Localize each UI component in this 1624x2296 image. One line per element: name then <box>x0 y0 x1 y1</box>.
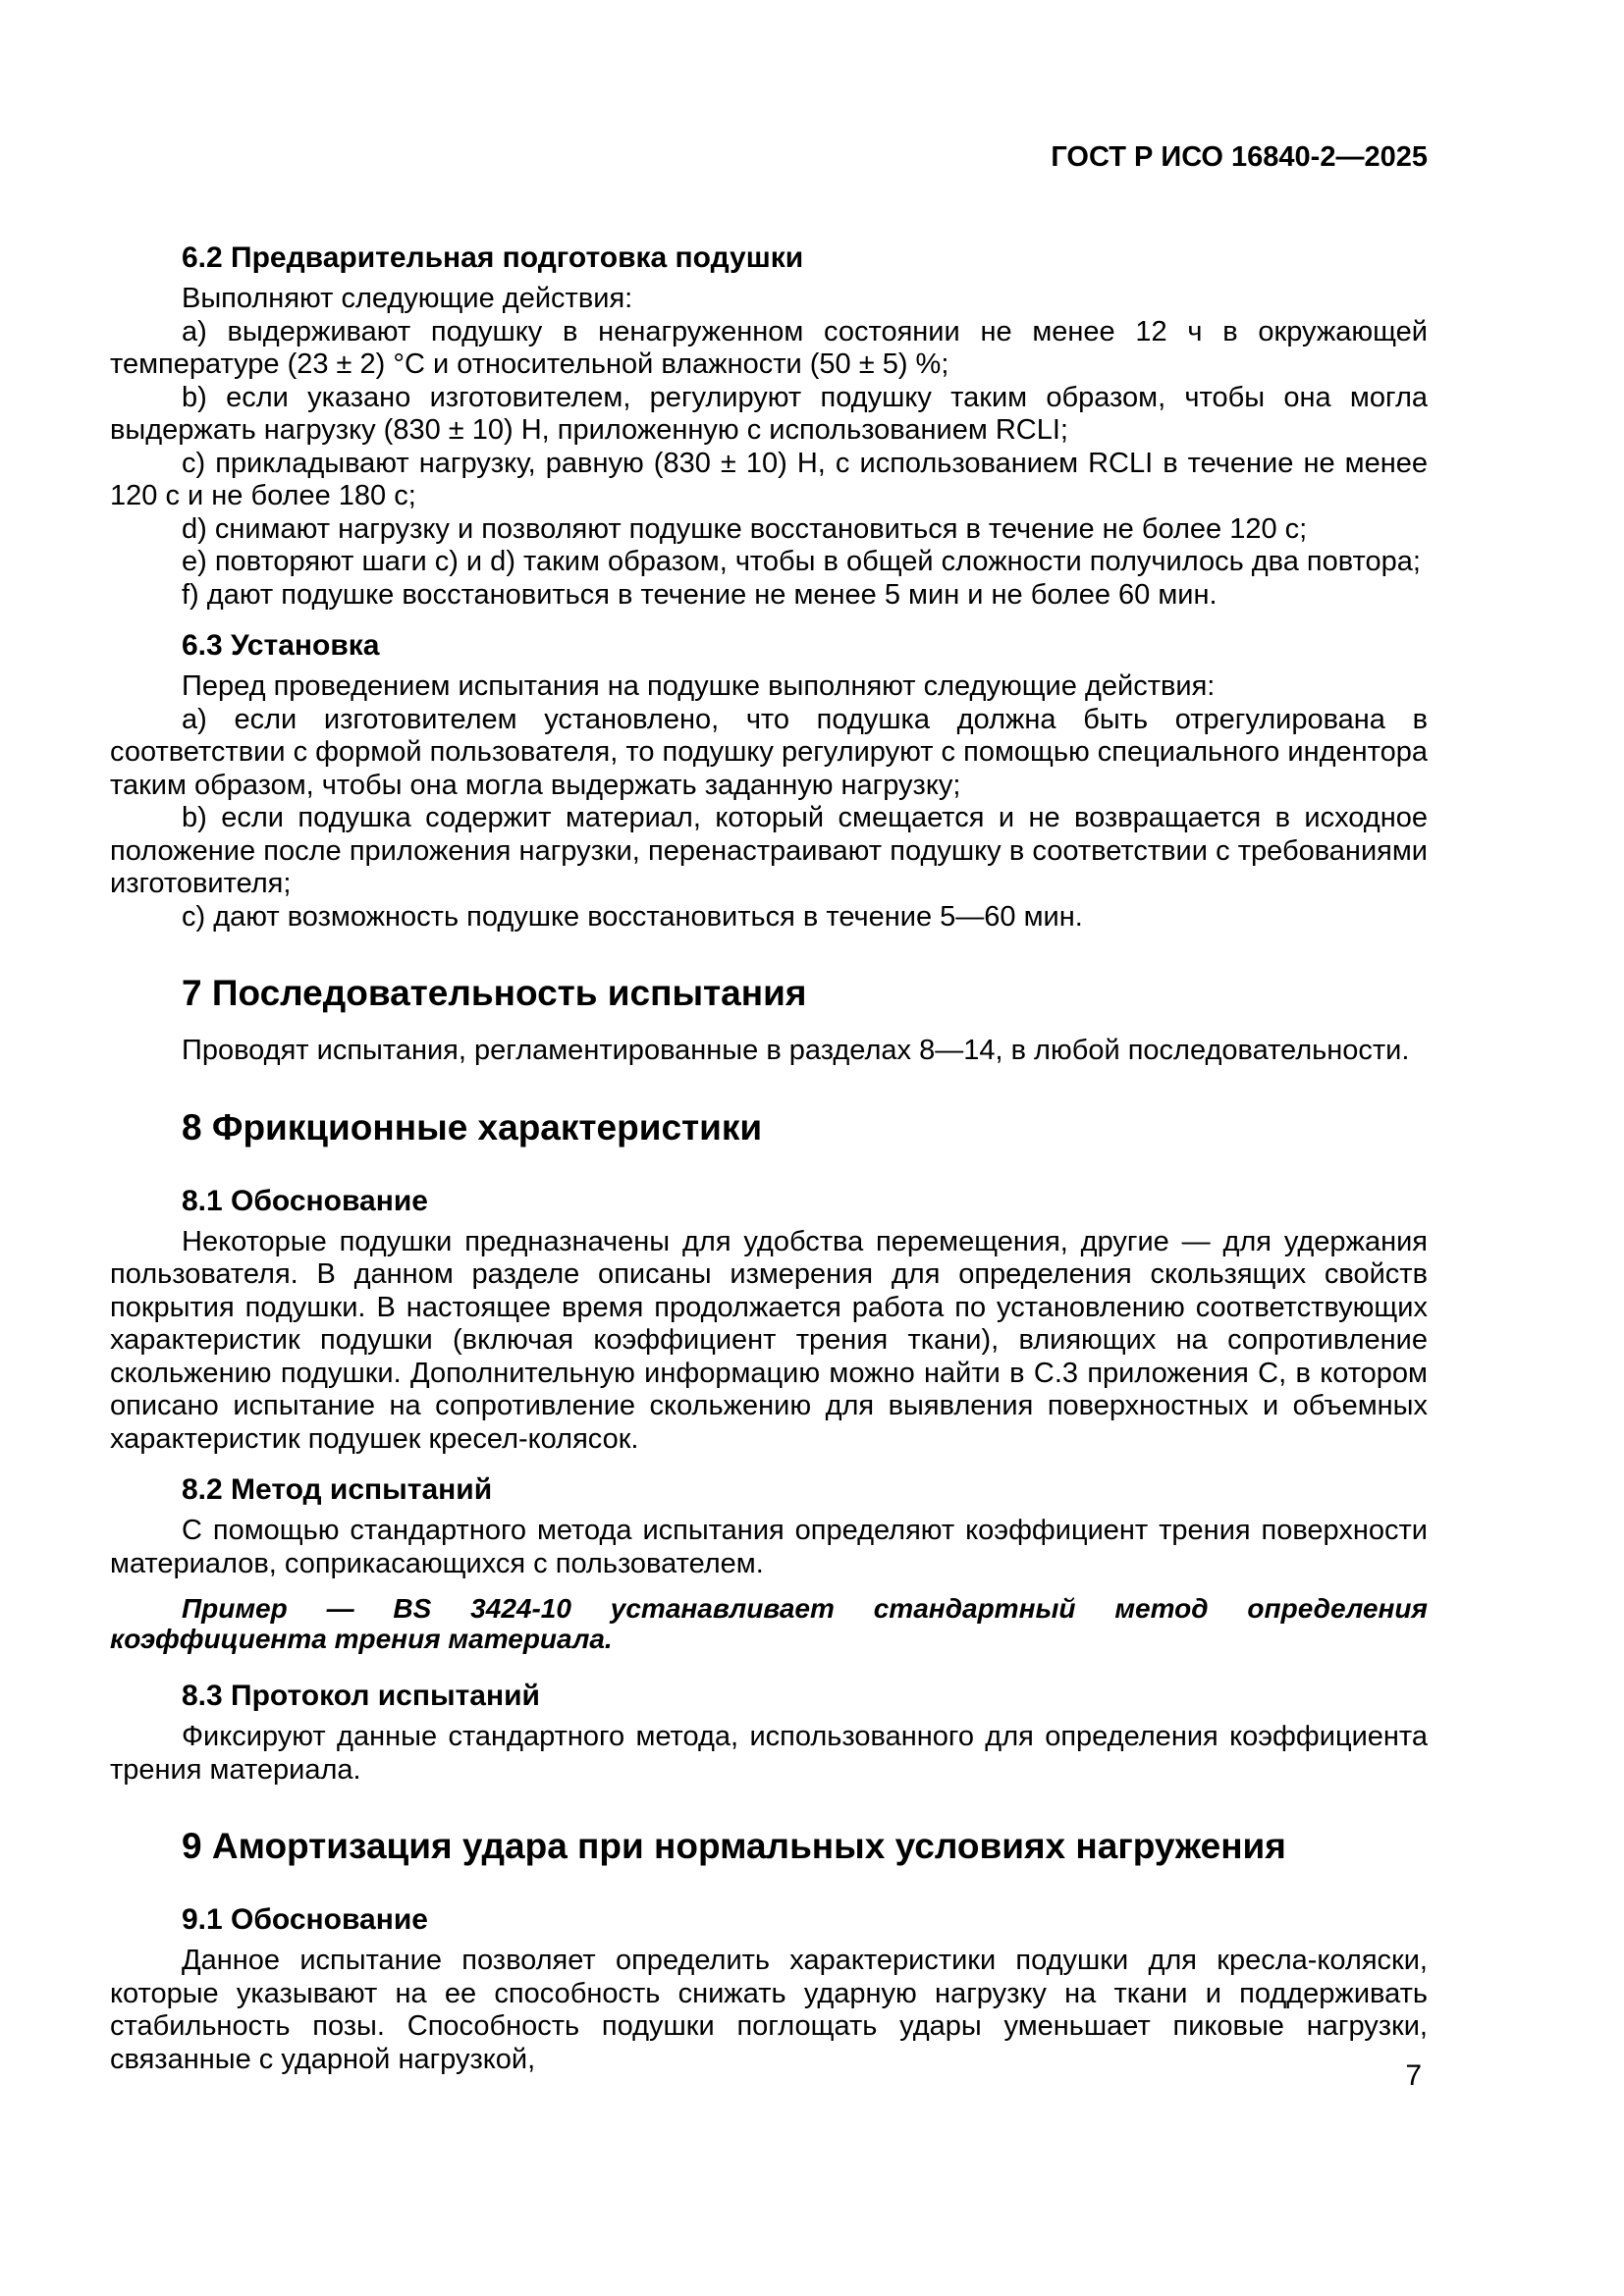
para-7: Проводят испытания, регламентированные в разделах 8—14, в любой последовательности. <box>182 1035 1410 1066</box>
para-8-1: Некоторые подушки предназначены для удобства перемещения, другие — для удержания пользователя. В данном разделе описаны измерения для определения скользящих свойств покрытия подушки. В настоящее время продолжается работа по установлению соответствующих характеристик подушки (включая коэффициент трения ткани), влияющих на сопротивление скольжению подушки. Дополнительную информацию можно найти в С.3 приложения С, в котором описано испытание на сопротивление скольжению для выявления поверхностных и объемных характеристик подушек кресел-колясок. <box>110 1225 1428 1455</box>
heading-6-2: 6.2 Предварительная подготовка подушки <box>182 241 804 274</box>
list-item-f-6-2: f) дают подушке восстановиться в течение не менее 5 мин и не более 60 мин. <box>182 578 1218 611</box>
para-8-2: С помощью стандартного метода испытания определяют коэффициент трения поверхности материалов, соприкасающихся с пользователем. <box>110 1515 1428 1579</box>
heading-8-2: 8.2 Метод испытаний <box>182 1473 493 1506</box>
list-item-e-6-2: e) повторяют шаги c) и d) таким образом, чтобы в общей сложности получилось два повтора; <box>182 546 1421 577</box>
chapter-heading-8: 8 Фрикционные характеристики <box>182 1106 763 1148</box>
heading-6-3: 6.3 Установка <box>182 629 380 662</box>
page-number: 7 <box>1405 2059 1422 2092</box>
list-item-b-6-3: b) если подушка содержит материал, который смещается и не возвращается в исходное положение после приложения нагрузки, перенастраивают подушку в соответствии с требованиями изготовителя; <box>110 802 1428 899</box>
example-8-2: Пример — BS 3424-10 устанавливает стандартный метод определения коэффициента трения материала. <box>110 1593 1428 1654</box>
para-6-3-intro: Перед проведением испытания на подушке выполняют следующие действия: <box>182 670 1216 702</box>
para-8-3: Фиксируют данные стандартного метода, использованного для определения коэффициента трения материала. <box>110 1721 1428 1786</box>
running-header: ГОСТ Р ИСО 16840-2—2025 <box>1051 141 1428 173</box>
list-item-a-6-2: a) выдерживают подушку в ненагруженном состоянии не менее 12 ч в окружающей температуре (23 ± 2) °С и относительной влажности (50 ± 5) %; <box>110 315 1428 380</box>
para-9-1: Данное испытание позволяет определить характеристики подушки для кресла-коляски, которые указывают на ее способность снижать ударную нагрузку на ткани и поддерживать стабильность позы. Способность подушки поглощать удары уменьшает пиковые нагрузки, связанные с ударной нагрузкой, <box>110 1945 1428 2075</box>
chapter-heading-9: 9 Амортизация удара при нормальных условиях нагружения <box>182 1826 1286 1866</box>
heading-8-1: 8.1 Обоснование <box>182 1184 428 1217</box>
list-item-c-6-2: c) прикладывают нагрузку, равную (830 ± 10) Н, с использованием RCLI в течение не менее 120 с и не более 180 с; <box>110 447 1428 511</box>
heading-9-1: 9.1 Обоснование <box>182 1903 428 1936</box>
list-item-c-6-3: c) дают возможность подушке восстановиться в течение 5—60 мин. <box>182 900 1083 933</box>
list-item-b-6-2: b) если указано изготовителем, регулируют подушку таким образом, чтобы она могла выдержать нагрузку (830 ± 10) Н, приложенную с использованием RCLI; <box>110 381 1428 446</box>
chapter-heading-7: 7 Последовательность испытания <box>182 973 807 1013</box>
heading-8-3: 8.3 Протокол испытаний <box>182 1680 540 1712</box>
list-item-d-6-2: d) снимают нагрузку и позволяют подушке восстановиться в течение не более 120 с; <box>182 512 1308 545</box>
list-item-a-6-3: a) если изготовителем установлено, что подушка должна быть отрегулирована в соответствии с формой пользователя, то подушку регулируют с помощью специального индентора таким образом, чтобы она могла выдержать заданную нагрузку; <box>110 703 1428 801</box>
para-6-2-intro: Выполняют следующие действия: <box>182 283 633 314</box>
